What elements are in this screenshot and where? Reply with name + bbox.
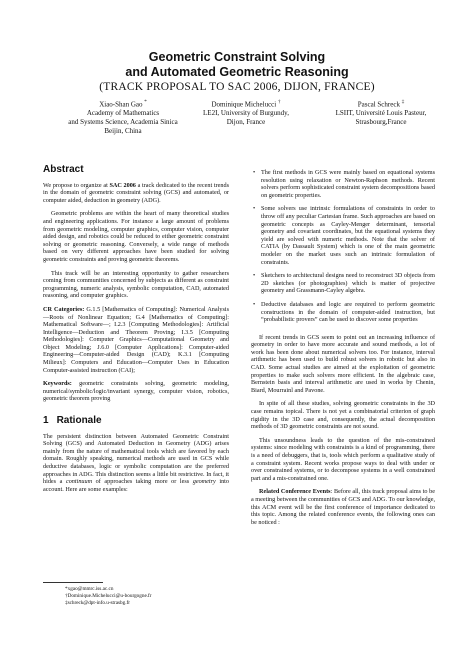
abstract-paragraph: Geometric problems are within the heart of many theoretical studies and engineering applications. For instance a large amount of problems from geometric modeling, computer graphics, computer vision, computer aided design, and robotics could be reduced to either geometric constraint solving or geometric reasoning. Conversely, a wide range of methods based on very different approaches have been studied for solving geometric constraints and proving geometric theorems. xyxy=(43,210,229,263)
abstract-paragraph: We propose to organize at SAC 2006 a track dedicated to the recent trends in the domain of geometric constraint solving (GCS) and automated, or computer aided, deduction in geometry (ADG). xyxy=(43,181,229,204)
author-affiliation: Beijin, China xyxy=(104,127,142,136)
bullet-icon: • xyxy=(253,300,256,308)
footnote-mark: † xyxy=(277,100,281,105)
abstract-heading: Abstract xyxy=(43,164,84,175)
author-name: Pascal Schreck xyxy=(357,100,400,109)
bullet-icon: • xyxy=(253,272,256,280)
author-affiliation: Strasbourg,France xyxy=(355,118,407,127)
list-item: • Sketchers to architectural designs need to reconstruct 3D objects from 2D sketches (or photographies) which is matter of projective geometry and Grassmann-Cayley algebra. xyxy=(253,272,435,295)
footnote-mark: ‡ xyxy=(401,100,405,105)
author-affiliation: Dijon, France xyxy=(226,118,266,127)
list-item: • The first methods in GCS were mainly based on equational systems resolution using relaxation or Newton-Raphson methods. Recent solvers perform sophisticated constraint system decompositions based on geometric properties. xyxy=(253,169,435,199)
bullet-icon: • xyxy=(253,205,256,213)
cr-categories-label: CR Categories: xyxy=(43,305,85,313)
footnote-email: ‡schreck@dpt-info.u-strasbg.fr xyxy=(65,600,130,606)
paper-title-line-1: Geometric Constraint Solving xyxy=(148,50,326,64)
author-affiliation: Academy of Mathematics xyxy=(86,109,160,118)
author-name: Xiao-Shan Gao xyxy=(99,100,143,109)
section-title: Rationale xyxy=(56,415,102,427)
footnote-mark: * xyxy=(144,100,147,105)
keywords: Keywords: geometric constraints solving, geometric modeling, numerical/symbolic/logic/invariant synergy, computer vision, robotics, geometric theorem proving xyxy=(43,380,229,403)
rationale-paragraph: The persistent distinction between Automated Geometric Constraint Solving (GCS) and Automated Deduction in Geometry (ADG) arises mainly from the nature of mathematical tools which are favored by each domain. Roughly speaking, numerical methods are used in GCS while deductive databases, logic or symbolic computation are the preferred approaches in ADG. This distinction seems a little bit restrictive. In fact, it hides a continuum of approaches taking more or less geometry into account. Here are some examples: xyxy=(43,432,229,493)
list-item: • Deductive databases and logic are required to perform geometric constructions in the domain of computer-aided instruction, but “probabilistic provers” can be used to discover some properties xyxy=(253,300,435,324)
keywords-label: Keywords: xyxy=(43,380,72,388)
author-name: Dominique Michelucci xyxy=(211,100,277,109)
author-michelucci xyxy=(186,98,306,127)
author-schreck xyxy=(316,98,446,127)
author-affiliation: LSIIT, Université Louis Pasteur, xyxy=(335,109,427,118)
examples-list xyxy=(251,169,435,324)
paper-title-line-2: and Automated Geometric Reasoning xyxy=(125,65,349,79)
abstract-paragraph: This track will be an interesting opportunity to gather researchers coming from communities concerned by subjects as different as constraint programming, numeric analysis, symbolic computation, CAD, automated reasoning, and computer graphics. xyxy=(43,269,229,300)
author-affiliation: and Systems Science, Academia Sinica xyxy=(68,118,178,127)
list-item: • Some solvers use intrinsic formulations of constraints in order to throw off any peculiar Cartesian frame. Such approaches are based on geometric concepts as Cayley-Menger determinant, tensorial geometry and covariant coordinates, but the equational systems they yield are solved with numeric methods. Note that the solver of CATIA (by Dassault System) which is one of the main geometric modeler on the market uses such an intrinsic formulation of constraints. xyxy=(253,205,435,266)
body-paragraph: In spite of all these studies, solving geometric constraints in the 3D case remains topical. There is not yet a combinatorial criterion of graph rigidity in the 3D case and, consequently, the actual decomposition methods of 3D geometric constraints are not sound. xyxy=(251,400,435,431)
footnote-divider xyxy=(43,582,103,583)
body-paragraph: If recent trends in GCS seem to point out an increasing influence of geometry in order to have more accurate and sound methods, a lot of work has been done about numerical solvers too. For instance, interval arithmetic has been used to build robust solvers in robotic but also in CAD. Some actual studies are aimed at the exploitation of geometric properties to make such solvers more efficient. In the algebraic case, Bernstein basis and interval arithmetic are used in works by Chenin, Biard, Mourrainl and Pavone. xyxy=(251,333,435,394)
section-number: 1 xyxy=(43,415,49,427)
footnote-email: †Dominique.Michelucci@u-bourgogne.fr xyxy=(65,593,152,599)
author-affiliation: LE2I, University of Burgundy, xyxy=(203,109,289,118)
right-column xyxy=(251,169,435,532)
footnotes xyxy=(43,582,229,607)
left-column xyxy=(43,166,229,499)
related-events-paragraph: Related Conference Events: Before all, this track proposal aims to be a meeting between the communities of GCS and ADG. To our knowledge, this ACM event will be the first conference of importance dedicated to this topic. Among the related conference events, the following ones can be noticed : xyxy=(251,488,435,526)
paper-subtitle: (TRACK PROPOSAL TO SAC 2006, DIJON, FRANCE) xyxy=(99,81,375,93)
title-block xyxy=(0,50,474,94)
section-heading-rationale xyxy=(43,417,229,425)
body-paragraph: This unsoundness leads to the question of the mis-constrained systems: since modeling with constraints is a kind of programming, there is a need of debuggers, that is, tools which perform a qualitative study of a constraint system. Recent works propose ways to deal with under or over constrained systems, or to decompose systems in a well constrained part and a mis-constrained one. xyxy=(251,436,435,482)
author-gao xyxy=(58,98,188,136)
footnote-email: *xgao@mmrc.iss.ac.cn xyxy=(65,586,114,592)
cr-categories: CR Categories: G.1.5 [Mathematics of Computing]: Numerical Analysis—Roots of Nonlinear Equation; G.4 [Mathematics of Computing]: Mathematical Software—; I.2.3 [Computing Methodologies]: Artificial Intelligence—Deduction and Theorem Proving; I.3.5 [Computing Methodologies]: Computer Graphics—Computational Geometry and Object Modeling; J.6.0 [Computer Applications]: Computer-aided Engineering—Computer-aided Design (CAD); K.3.1 [Computing Milieux]: Computers and Education—Computer Uses in Education Computer-assisted instruction (CAI); xyxy=(43,305,229,374)
sac-2006-highlight: SAC 2006 xyxy=(109,181,136,189)
bullet-icon: • xyxy=(253,169,256,176)
related-events-label: Related Conference Events xyxy=(259,488,331,496)
